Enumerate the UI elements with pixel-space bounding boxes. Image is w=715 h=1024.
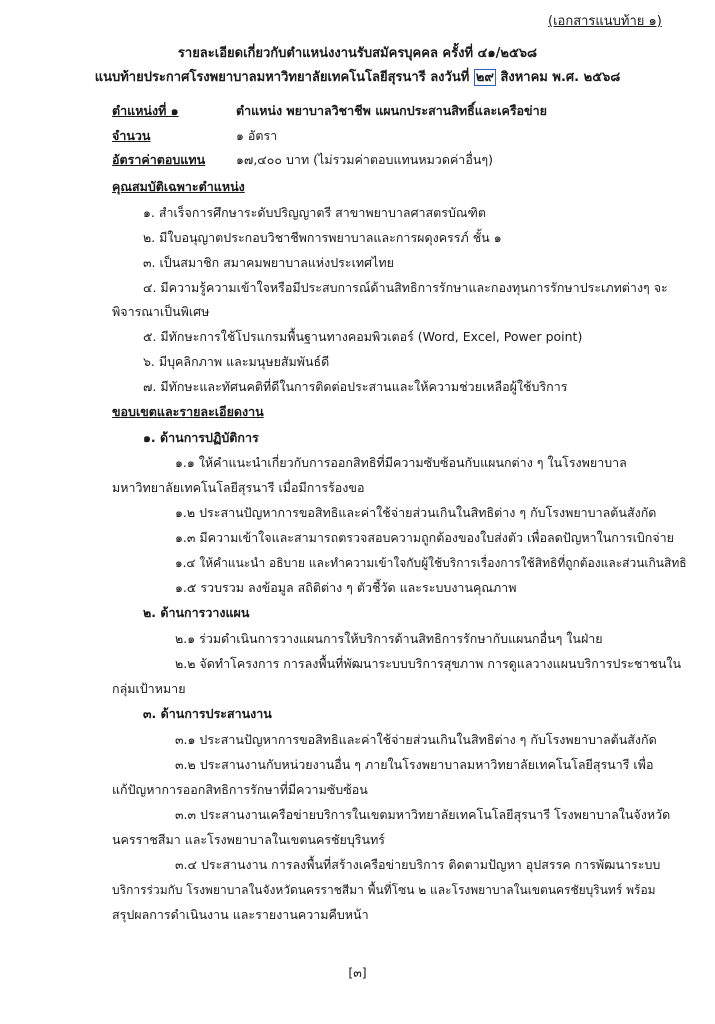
section-planning-heading: ๒. ด้านการวางแผน — [143, 605, 250, 620]
qualification-item: ๕. มีทักษะการใช้โปรแกรมพื้นฐานทางคอมพิวเตอร์ (Word, Excel, Power point) — [143, 329, 583, 344]
coordination-item-continued: นครราชสีมา และโรงพยาบาลในเขตนครชัยบุรินทร์ — [112, 832, 386, 847]
title-line2-day: ๒๙ — [475, 70, 494, 85]
qualifications-heading: คุณสมบัติเฉพาะตำแหน่ง — [112, 179, 245, 194]
section-coordination-heading: ๓. ด้านการประสานงาน — [143, 706, 272, 721]
coordination-item-continued: แก้ปัญหาการออกสิทธิการรักษาที่มีความซับซ้อน — [112, 782, 368, 797]
page-number: [๓] — [348, 965, 367, 980]
operations-item: ๑.๔ ให้คำแนะนำ อธิบาย และทำความเข้าใจกับผู้ใช้บริการเรื่องการใช้สิทธิที่ถูกต้องและส่วนเกินสิทธิ — [175, 556, 687, 570]
document-title-line2 — [0, 71, 715, 84]
planning-item-continued: กลุ่มเป้าหมาย — [112, 681, 186, 696]
qualification-item: ๖. มีบุคลิกภาพ และมนุษยสัมพันธ์ดี — [143, 354, 330, 369]
qualification-item-continued: พิจารณาเป็นพิเศษ — [112, 304, 210, 319]
qualification-item: ๔. มีความรู้ความเข้าใจหรือมีประสบการณ์ด้านสิทธิการรักษาและกองทุนการรักษาประเภทต่างๆ จะ — [143, 280, 668, 295]
attachment-label: (เอกสารแนบท้าย ๑) — [548, 14, 662, 29]
salary-label: อัตราค่าตอบแทน — [112, 152, 206, 167]
planning-item: ๒.๑ ร่วมดำเนินการวางแผนการให้บริการด้านสิทธิการรักษากับแผนกอื่นๆ ในฝ่าย — [175, 631, 603, 646]
operations-item-continued: มหาวิทยาลัยเทคโนโลยีสุรนารี เมื่อมีการร้องขอ — [112, 480, 365, 495]
position-value: ตำแหน่ง พยาบาลวิชาชีพ แผนกประสานสิทธิ์และเครือข่าย — [236, 103, 547, 118]
planning-item: ๒.๒ จัดทำโครงการ การลงพื้นที่พัฒนาระบบบริการสุขภาพ การดูแลวางแผนบริการประชาชนใน — [175, 656, 682, 671]
qualification-item: ๓. เป็นสมาชิก สมาคมพยาบาลแห่งประเทศไทย — [143, 255, 394, 270]
operations-item: ๑.๒ ประสานปัญหาการขอสิทธิและค่าใช้จ่ายส่วนเกินในสิทธิต่าง ๆ กับโรงพยาบาลต้นสังกัด — [175, 505, 657, 520]
qualification-item: ๒. มีใบอนุญาตประกอบวิชาชีพการพยาบาลและการผดุงครรภ์ ชั้น ๑ — [143, 230, 502, 245]
qualification-item: ๗. มีทักษะและทัศนคติที่ดีในการติดต่อประสานและให้ความช่วยเหลือผู้ใช้บริการ — [143, 379, 568, 394]
section-operations-heading: ๑. ด้านการปฏิบัติการ — [143, 430, 259, 445]
title-line2-prefix: แนบท้ายประกาศโรงพยาบาลมหาวิทยาลัยเทคโนโลยีสุรนารี ลงวันที่ — [94, 70, 470, 85]
operations-item: ๑.๕ รวบรวม ลงข้อมูล สถิติต่าง ๆ ตัวชี้วัด และระบบงานคุณภาพ — [175, 580, 517, 595]
coordination-item: ๓.๓ ประสานงานเครือข่ายบริการในเขตมหาวิทยาลัยเทคโนโลยีสุรนารี โรงพยาบาลในจังหวัด — [175, 807, 671, 822]
coordination-item-continued: บริการร่วมกับ โรงพยาบาลในจังหวัดนครราชสีมา พื้นที่โซน ๒ และโรงพยาบาลในเขตนครชัยบุรินทร์ พร้อม — [112, 883, 656, 897]
coordination-item: ๓.๔ ประสานงาน การลงพื้นที่สร้างเครือข่ายบริการ ติดตามปัญหา อุปสรรค การพัฒนาระบบ — [175, 857, 661, 872]
coordination-item-continued: สรุปผลการดำเนินงาน และรายงานความคืบหน้า — [112, 907, 369, 922]
salary-value: ๑๗,๔๐๐ บาท (ไม่รวมค่าตอบแทนหมวดค่าอื่นๆ) — [236, 152, 493, 167]
title-line2-suffix: สิงหาคม พ.ศ. ๒๕๖๘ — [500, 70, 621, 85]
count-label: จำนวน — [112, 128, 151, 143]
scope-heading: ขอบเขตและรายละเอียดงาน — [112, 404, 264, 419]
document-title-line1: รายละเอียดเกี่ยวกับตำแหน่งงานรับสมัครบุคคล ครั้งที่ ๔๑/๒๕๖๘ — [177, 46, 538, 61]
operations-item: ๑.๑ ให้คำแนะนำเกี่ยวกับการออกสิทธิที่มีความซับซ้อนกับแผนกต่าง ๆ ในโรงพยาบาล — [175, 455, 627, 470]
operations-item: ๑.๓ มีความเข้าใจและสามารถตรวจสอบความถูกต้องของใบส่งตัว เพื่อลดปัญหาในการเบิกจ่าย — [175, 530, 675, 545]
count-value: ๑ อัตรา — [236, 128, 278, 143]
coordination-item: ๓.๑ ประสานปัญหาการขอสิทธิและค่าใช้จ่ายส่วนเกินในสิทธิต่าง ๆ กับโรงพยาบาลต้นสังกัด — [175, 732, 657, 747]
coordination-item: ๓.๒ ประสานงานกับหน่วยงานอื่น ๆ ภายในโรงพยาบาลมหาวิทยาลัยเทคโนโลยีสุรนารี เพื่อ — [175, 757, 654, 772]
position-label: ตำแหน่งที่ ๑ — [112, 103, 179, 118]
qualification-item: ๑. สำเร็จการศึกษาระดับปริญญาตรี สาขาพยาบาลศาสตรบัณฑิต — [143, 205, 487, 220]
